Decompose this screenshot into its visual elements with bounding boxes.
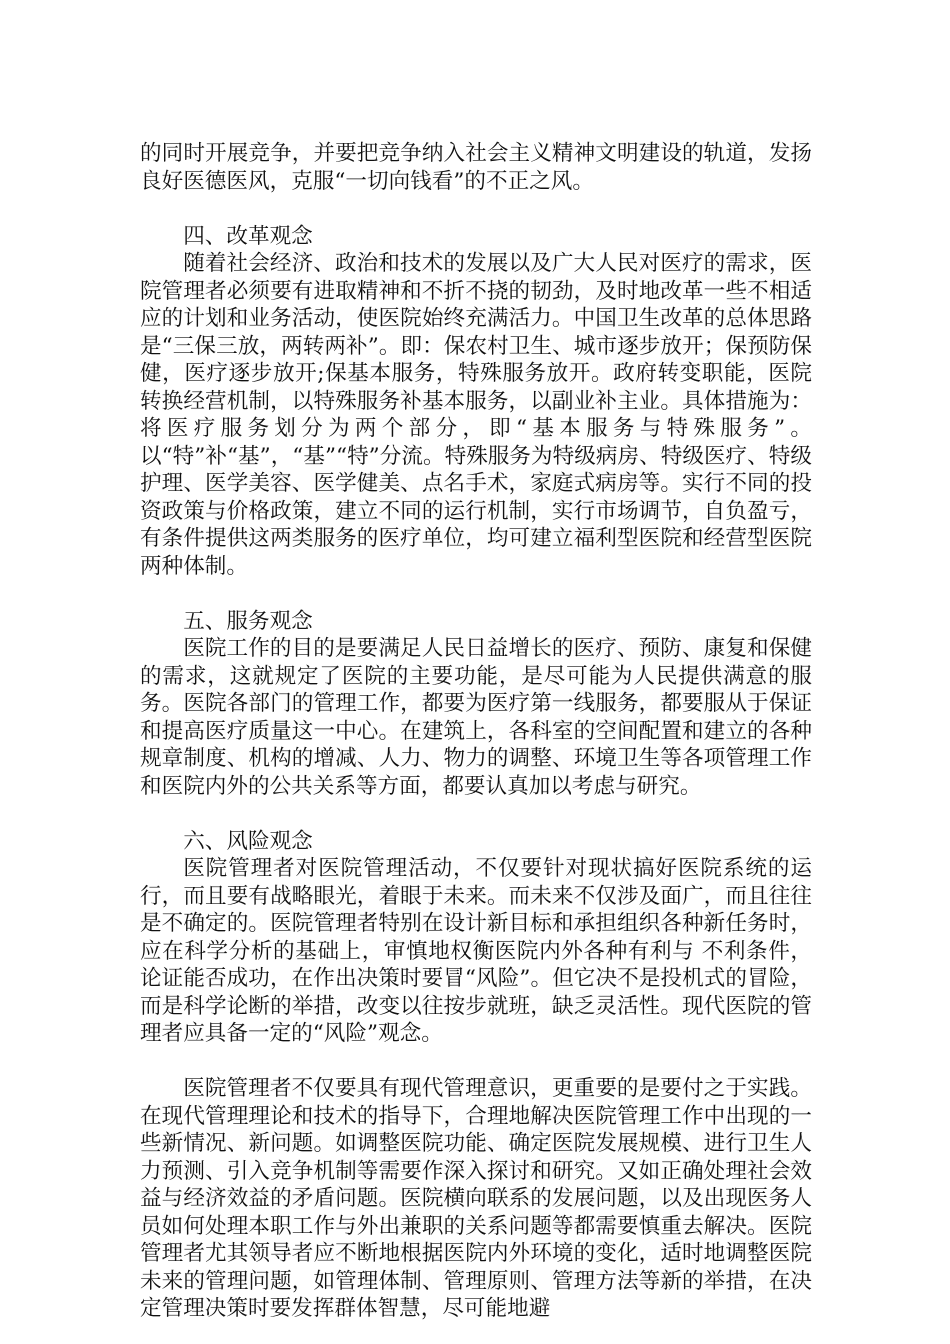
section-body-risk: 医院管理者对医院管理活动，不仅要针对现状搞好医院系统的运行，而且要有战略眼光，着眼于未来。而未来不仅涉及面广，而且往往是不确定的。医院管理者特别在设计新目标和承担组织各种新任务时，应在科学分析的基础上，审慎地权衡医院内外各种有利与 不利条件，论证能否成功，在作出决策时要冒“风险”。但它决不是投机式的冒险，而是科学论断的举措，改变以往按步就班，缺乏灵活性。现代医院的管理者应具备一定的“风险”观念。: [140, 856, 812, 1046]
paragraph-gap: [140, 800, 812, 828]
document-page: [140, 140, 812, 1323]
paragraph-gap: [140, 580, 812, 608]
paragraph-gap: [140, 195, 812, 223]
section-heading-service: 五、服务观念: [183, 608, 313, 634]
section-heading-risk: 六、风险观念: [183, 828, 313, 854]
intro-paragraph: 的同时开展竞争，并要把竞争纳入社会主义精神文明建设的轨道，发扬良好医德医风，克服“一切向钱看”的不正之风。: [140, 141, 812, 194]
section-heading-reform: 四、改革观念: [183, 223, 313, 249]
closing-paragraph: 医院管理者不仅要具有现代管理意识，更重要的是要付之于实践。在现代管理理论和技术的指导下，合理地解决医院管理工作中出现的一些新情况、新问题。如调整医院功能、确定医院发展规模、进行卫生人力预测、引入竞争机制等需要作深入探讨和研究。又如正确处理社会效益与经济效益的矛盾问题。医院横向联系的发展问题，以及出现医务人员如何处理本职工作与外出兼职的关系问题等都需要慎重去解决。医院管理者尤其领导者应不断地根据医院内外环境的变化，适时地调整医院未来的管理问题，如管理体制、管理原则、管理方法等新的举措，在决定管理决策时要发挥群体智慧，尽可能地避: [140, 1076, 812, 1321]
section-body-reform: 随着社会经济、政治和技术的发展以及广大人民对医疗的需求，医院管理者必须要有进取精神和不折不挠的韧劲，及时地改革一些不相适应的计划和业务活动，使医院始终充满活力。中国卫生改革的总体思路是“三保三放，两转两补”。即：保农村卫生、城市逐步放开；保预防保健，医疗逐步放开;保基本服务，特殊服务放开。政府转变职能，医院转换经营机制，以特殊服务补基本服务，以副业补主业。具体措施为：将医疗服务划分为两个部分，即“基本服务与特殊服务”。以“特”补“基”，“基”“特”分流。特殊服务为特级病房、特级医疗、特级护理、医学美容、医学健美、点名手术，家庭式病房等。实行不同的投资政策与价格政策，建立不同的运行机制，实行市场调节，自负盈亏，有条件提供这两类服务的医疗单位，均可建立福利型医院和经营型医院两种体制。: [140, 251, 812, 579]
paragraph-gap: [140, 1048, 812, 1076]
section-body-service: 医院工作的目的是要满足人民日益增长的医疗、预防、康复和保健的需求，这就规定了医院的主要功能，是尽可能为人民提供满意的服务。医院各部门的管理工作，都要为医疗第一线服务，都要服从于保证和提高医疗质量这一中心。在建筑上，各科室的空间配置和建立的各种规章制度、机构的增减、人力、物力的调整、环境卫生等各项管理工作和医院内外的公共关系等方面，都要认真加以考虑与研究。: [140, 636, 812, 799]
